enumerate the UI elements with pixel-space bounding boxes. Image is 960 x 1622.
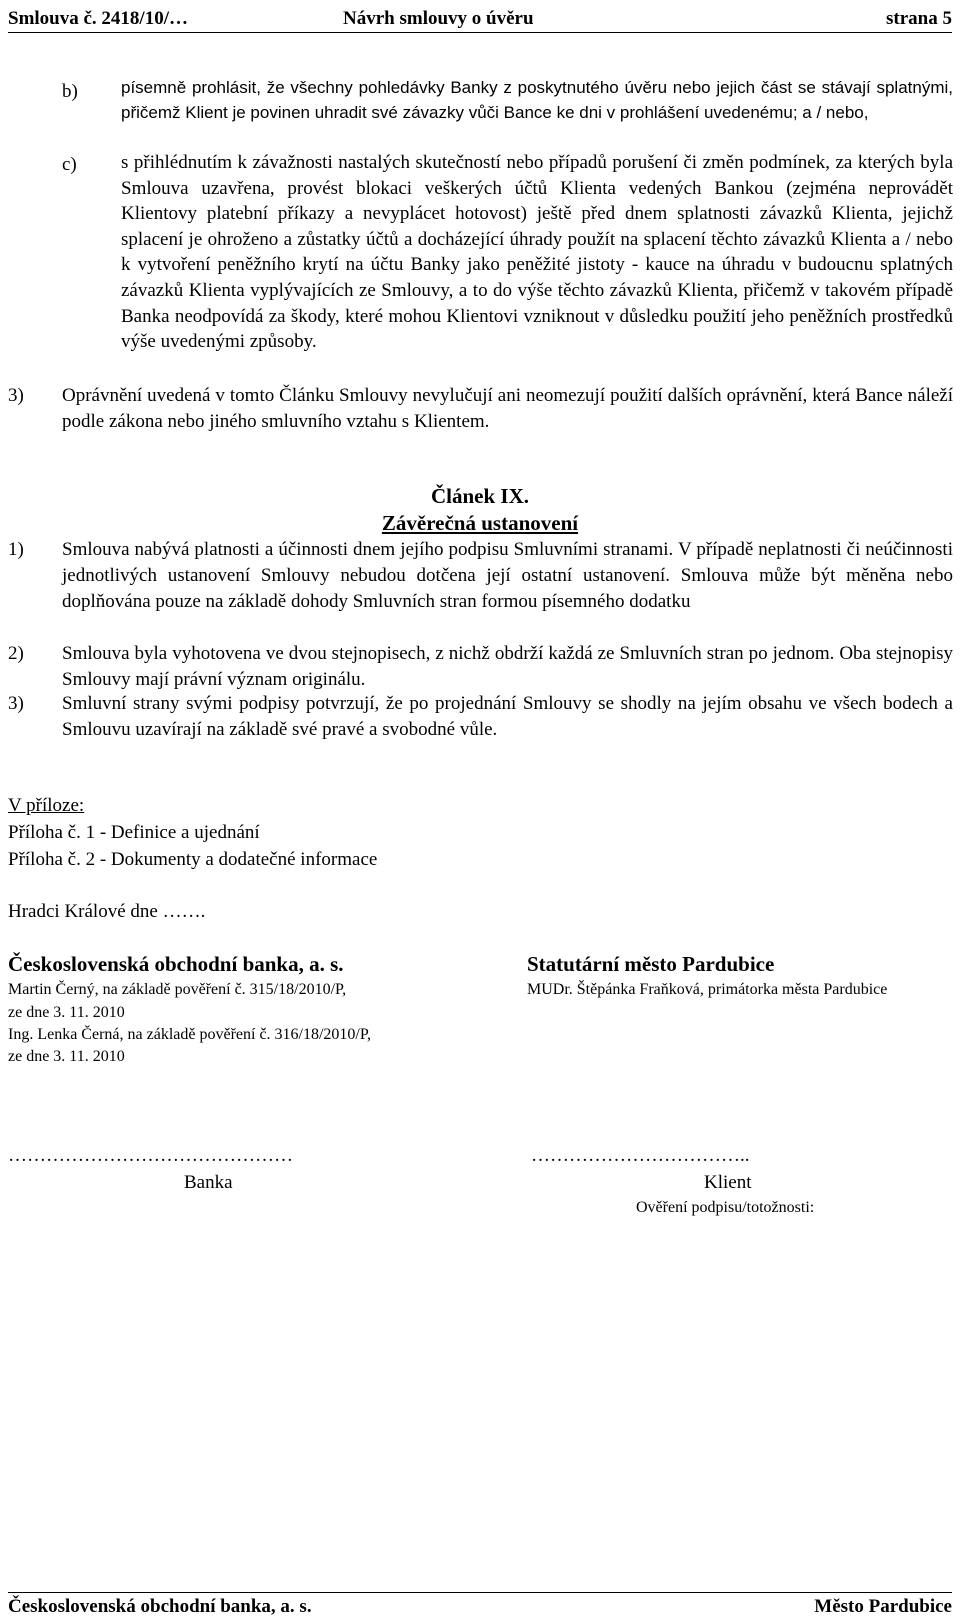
article-item-2-label: 2) (8, 643, 24, 664)
footer-city-name: Město Pardubice (814, 1596, 952, 1617)
header-document-title: Návrh smlouvy o úvěru (343, 8, 534, 29)
party-left-line-2: ze dne 3. 11. 2010 (8, 1004, 125, 1021)
item-b-label: b) (62, 81, 78, 102)
article-item-2-text: Smlouva byla vyhotovena ve dvou stejnopisech, z nichž obdrží každá ze Smluvních stran po jednom. Oba stejnopisy Smlouvy mají právní význam originálu. (62, 643, 953, 691)
party-left-line-1: Martin Černý, na základě pověření č. 315/18/2010/P, (8, 981, 347, 998)
signature-line-client: …………………………….. (531, 1145, 750, 1166)
party-right-name: Statutární město Pardubice (527, 952, 775, 976)
attachments-heading: V příloze: (8, 795, 85, 816)
article-heading: Závěrečná ustanovení (381, 511, 579, 535)
signature-verification-note: Ověření podpisu/totožnosti: (636, 1199, 815, 1216)
article-item-1-text: Smlouva nabývá platnosti a účinnosti dnem jejího podpisu Smluvními stranami. V případě neplatnosti či neúčinnosti jednotlivých ustanovení Smlouvy nebudou dotčena její ostatní ustanovení. Smlouva může být měněna nebo doplňována pouze na základě dohody Smluvních stran formou písemného dodatku (62, 539, 953, 613)
article-item-3-text: Smluvní strany svými podpisy potvrzují, že po projednání Smlouvy se shodly na jejím obsahu ve všech bodech a Smlouvu uzavírají na základě své pravé a svobodné vůle. (62, 693, 953, 741)
signature-label-bank: Banka (184, 1172, 233, 1193)
signature-label-client: Klient (704, 1172, 752, 1193)
header-page-number: strana 5 (886, 8, 952, 29)
article-item-1-label: 1) (8, 539, 24, 560)
page-footer (8, 1592, 952, 1621)
footer-bank-name: Československá obchodní banka, a. s. (8, 1596, 312, 1617)
page-header (8, 4, 952, 33)
signature-line-bank: ……………………………………… (8, 1145, 293, 1166)
item-c-label: c) (62, 154, 77, 175)
attachment-1: Příloha č. 1 - Definice a ujednání (8, 822, 260, 843)
party-right-line-1: MUDr. Štěpánka Fraňková, primátorka města Pardubice (527, 981, 888, 998)
item-3-text: Oprávnění uvedená v tomto Článku Smlouvy nevylučují ani neomezují použití dalších oprávnění, která Bance náleží podle zákona nebo jiného smluvního vztahu s Klientem. (62, 385, 953, 433)
party-left-line-3: Ing. Lenka Černá, na základě pověření č. 316/18/2010/P, (8, 1026, 371, 1043)
attachment-2: Příloha č. 2 - Dokumenty a dodatečné informace (8, 849, 378, 870)
article-number: Článek IX. (430, 484, 530, 508)
article-item-3-label: 3) (8, 693, 24, 714)
item-c-text: s přihlédnutím k závažnosti nastalých skutečností nebo případů porušení či změn podmínek, za kterých byla Smlouva uzavřena, provést blokaci veškerých účtů Klienta vedených Bankou (zejména neprovádět Klientovy platební příkazy a nevyplácet hotovost) ještě před dnem splatnosti závazků Klienta, jejichž splacení je ohroženo a zůstatky účtů a docházející úhrady použít na splacení těchto závazků Klienta a / nebo k vytvoření peněžního krytí na účtu Banky jako peněžité jistoty - kauce na úhradu v budoucnu splatných závazků Klienta vyplývajících ze Smlouvy, a to do výše těchto závazků Klienta, přičemž v takovém případě Banka neodpovídá za škody, které mohou Klientovi vzniknout v důsledku použití jeho peněžních prostředků výše uvedenými způsoby. (121, 152, 953, 353)
place-date: Hradci Králové dne ……. (8, 901, 206, 922)
item-b-text: písemně prohlásit, že všechny pohledávky Banky z poskytnutého úvěru nebo jejich část se stávají splatnými, přičemž Klient je povinen uhradit své závazky vůči Bance ke dni v prohlášení uvedenému; a / nebo, (121, 78, 953, 122)
party-left-line-4: ze dne 3. 11. 2010 (8, 1048, 125, 1065)
header-contract-number: Smlouva č. 2418/10/… (8, 8, 188, 29)
item-3-label: 3) (8, 385, 24, 406)
party-left-name: Československá obchodní banka, a. s. (8, 952, 344, 976)
